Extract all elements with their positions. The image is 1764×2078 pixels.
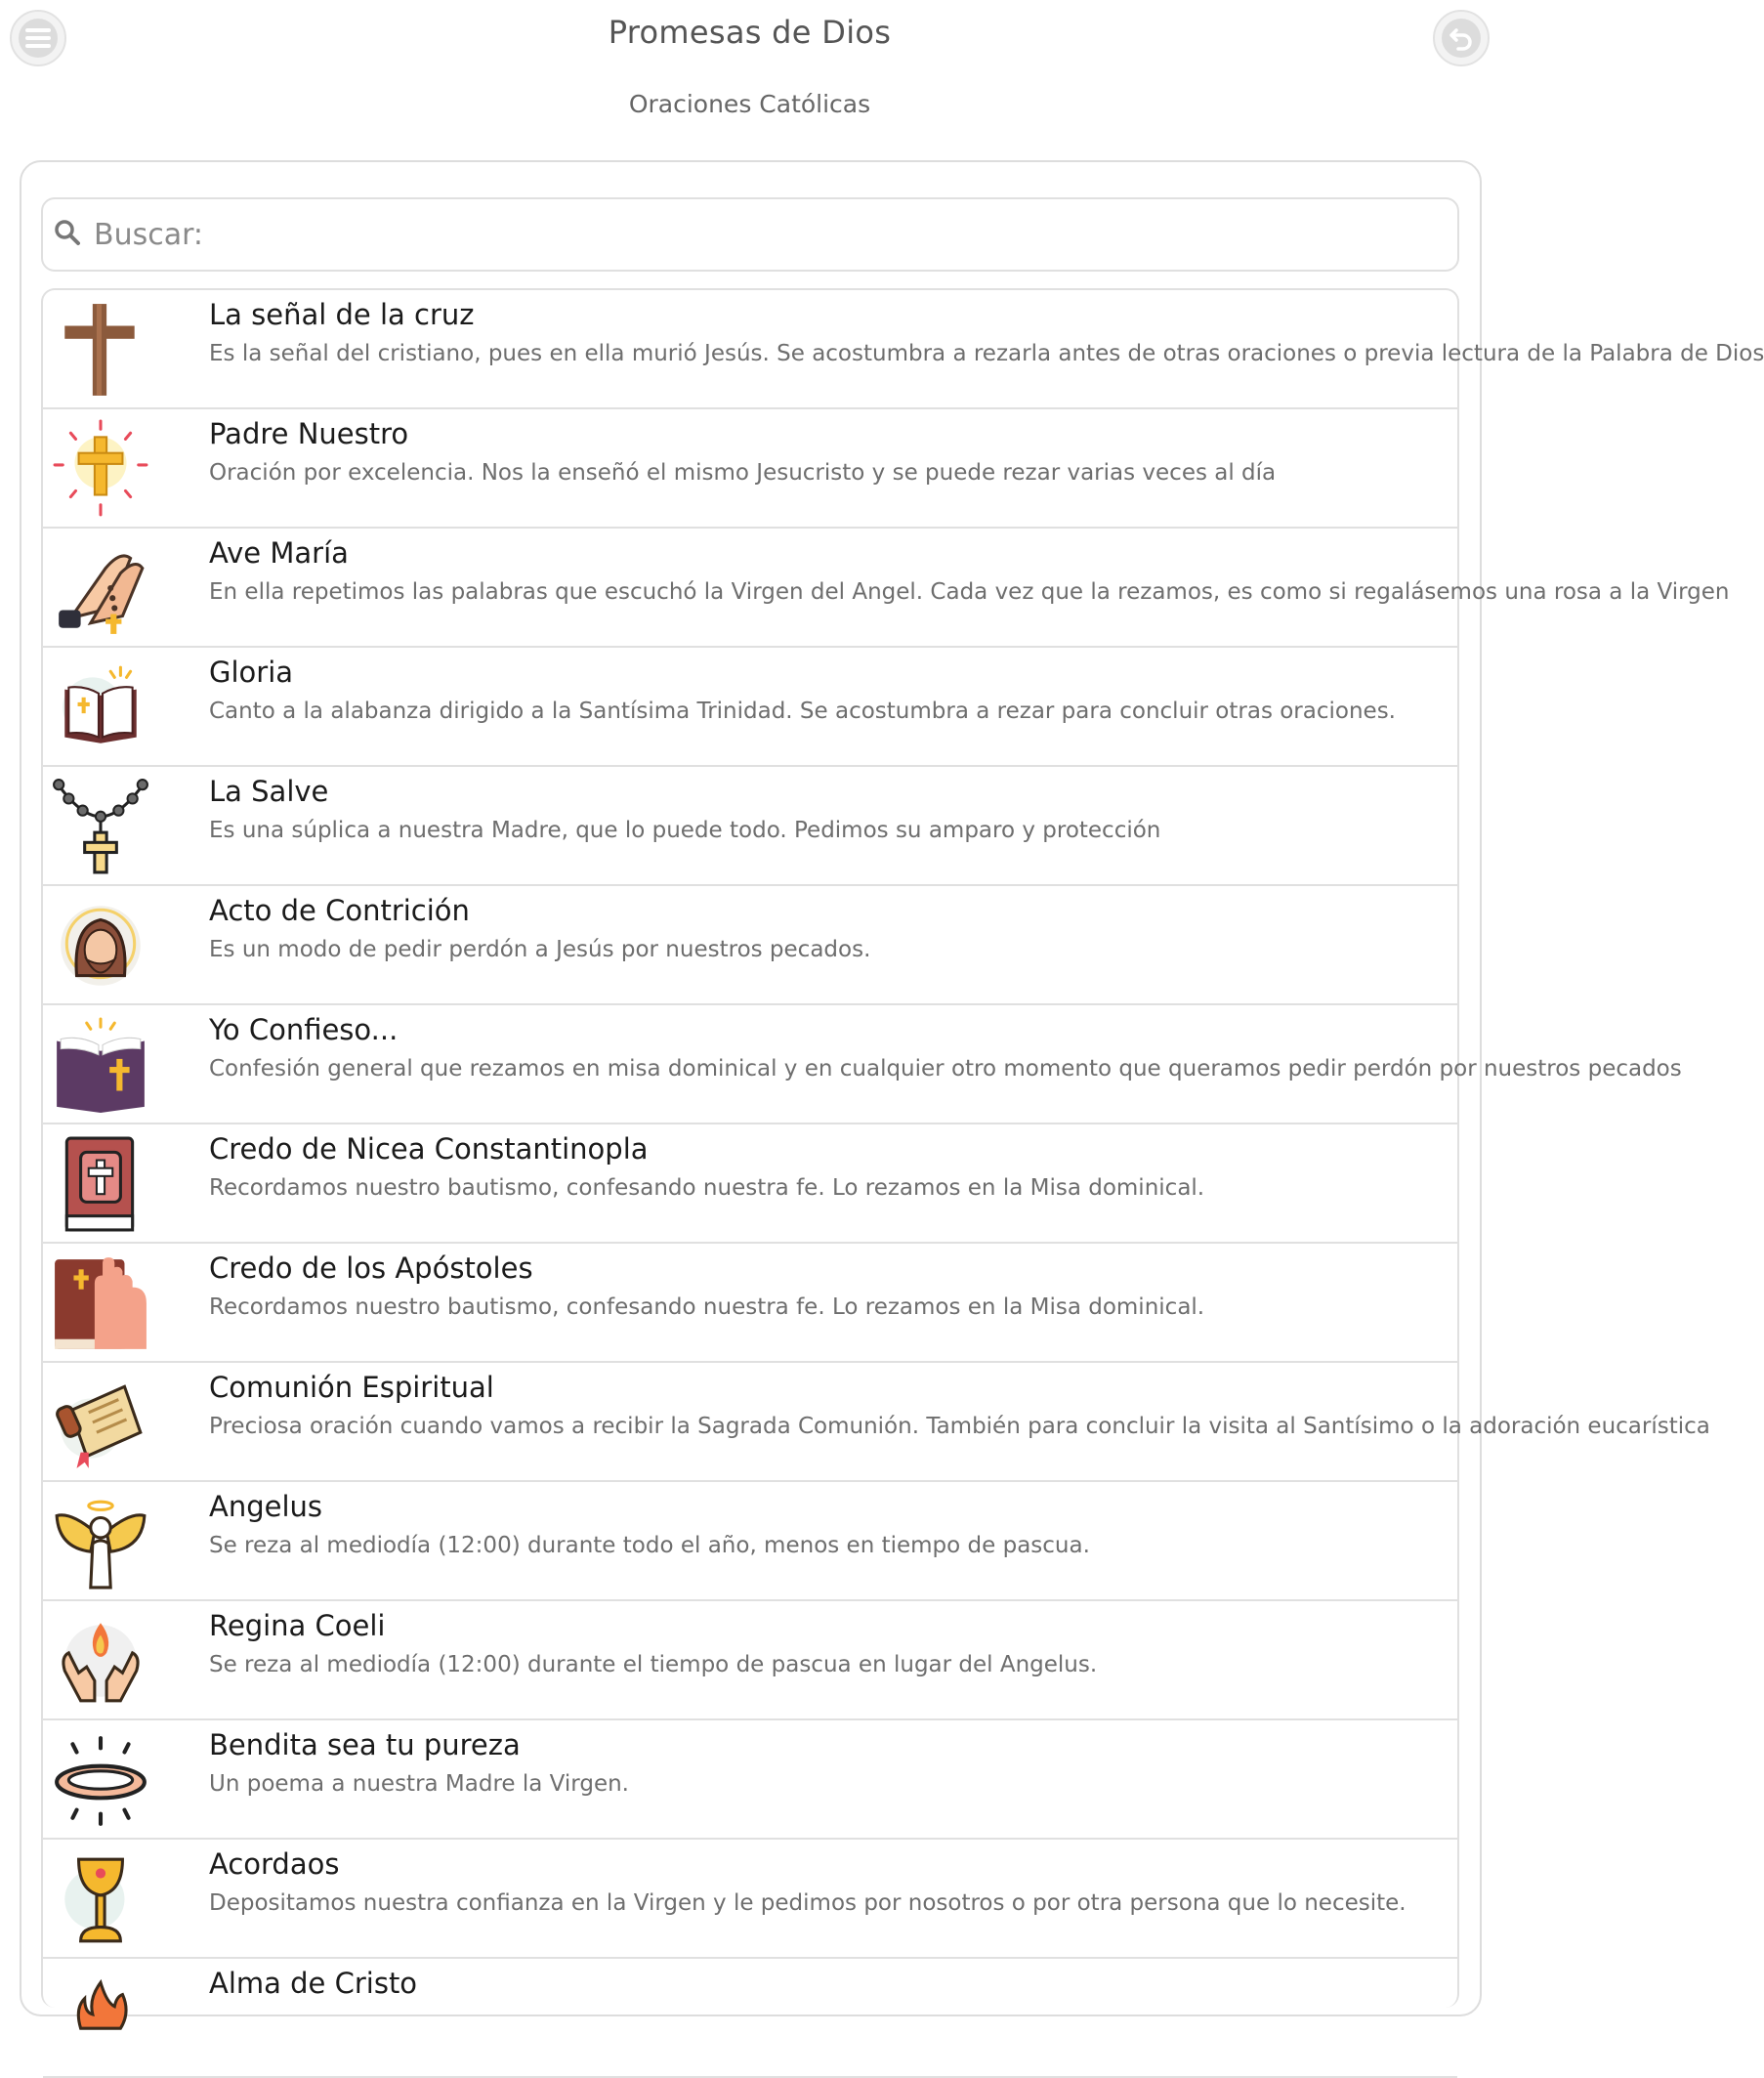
prayer-description: Canto a la alabanza dirigido a la Santísima Trinidad. Se acostumbra a rezar para concluir otras oraciones. [209, 699, 1396, 724]
chalice-icon [51, 1849, 150, 1949]
search-bar[interactable] [41, 197, 1459, 272]
jesus-face-icon [51, 896, 150, 996]
open-bible-icon [51, 657, 150, 757]
prayer-title: Angelus [209, 1490, 323, 1523]
prayer-title: Regina Coeli [209, 1609, 386, 1642]
purple-book-cross-icon [51, 1015, 150, 1115]
shining-cross-icon [51, 419, 150, 519]
wooden-cross-icon [51, 300, 150, 400]
prayer-description: Oración por excelencia. Nos la enseñó el mismo Jesucristo y se puede rezar varias veces al día [209, 460, 1277, 486]
list-item[interactable] [43, 767, 1457, 886]
prayer-title: Padre Nuestro [209, 417, 409, 450]
prayer-title: La señal de la cruz [209, 298, 475, 331]
hand-on-bible-icon [51, 1253, 150, 1353]
list-item[interactable] [43, 290, 1764, 409]
prayer-title: Ave María [209, 536, 349, 570]
prayer-description: Confesión general que rezamos en misa dominical y en cualquier otro momento que queramos pedir perdón por nuestros pecados [209, 1056, 1682, 1081]
praying-hands-rosary-icon [51, 538, 150, 638]
list-item[interactable] [43, 1124, 1457, 1244]
halo-icon [51, 1730, 150, 1830]
prayer-list [41, 288, 1764, 2008]
flame-icon [51, 1969, 150, 2068]
prayer-description: Es la señal del cristiano, pues en ella murió Jesús. Se acostumbra a rezarla antes de otras oraciones o previa lectura de la Palabra de Dios [209, 341, 1764, 366]
list-item[interactable] [43, 1601, 1457, 1720]
bible-book-icon [51, 1134, 150, 1234]
prayer-description: Se reza al mediodía (12:00) durante todo el año, menos en tiempo de pascua. [209, 1533, 1090, 1558]
page-subtitle: Oraciones Católicas [628, 90, 871, 118]
list-item[interactable] [43, 1363, 1710, 1482]
prayer-description: En ella repetimos las palabras que escuchó la Virgen del Angel. Cada vez que la rezamos, es como si regalásemos una rosa a la Virgen [209, 579, 1730, 605]
prayer-description: Un poema a nuestra Madre la Virgen. [209, 1771, 629, 1797]
angel-icon [51, 1492, 150, 1591]
prayer-title: Alma de Cristo [209, 1967, 418, 2000]
list-item[interactable] [43, 886, 1457, 1005]
list-item[interactable] [43, 648, 1457, 767]
list-item[interactable] [43, 529, 1730, 648]
app-header [0, 0, 1499, 147]
search-input[interactable] [92, 217, 1405, 253]
list-item[interactable] [43, 1840, 1457, 1959]
list-item[interactable] [43, 409, 1457, 529]
list-item[interactable] [43, 1005, 1682, 1124]
rosary-icon [51, 777, 150, 876]
search-icon [53, 218, 82, 251]
prayer-title: Comunión Espiritual [209, 1371, 494, 1404]
list-item[interactable] [43, 1959, 1457, 2078]
back-icon [1442, 19, 1481, 58]
prayer-description: Recordamos nuestro bautismo, confesando nuestra fe. Lo rezamos en la Misa dominical. [209, 1294, 1205, 1320]
prayer-title: Acordaos [209, 1847, 340, 1881]
prayer-title: Yo Confieso... [209, 1013, 399, 1046]
prayer-description: Recordamos nuestro bautismo, confesando nuestra fe. Lo rezamos en la Misa dominical. [209, 1175, 1205, 1201]
prayer-description: Depositamos nuestra confianza en la Virgen y le pedimos por nosotros o por otra persona que lo necesite. [209, 1890, 1407, 1916]
prayer-description: Es un modo de pedir perdón a Jesús por nuestros pecados. [209, 937, 871, 962]
prayer-title: Acto de Contrición [209, 894, 470, 927]
list-item[interactable] [43, 1720, 1457, 1840]
prayer-title: Gloria [209, 656, 294, 689]
prayer-description: Es una súplica a nuestra Madre, que lo puede todo. Pedimos su amparo y protección [209, 818, 1161, 843]
prayer-title: Credo de Nicea Constantinopla [209, 1132, 649, 1166]
prayer-title: Credo de los Apóstoles [209, 1251, 533, 1285]
prayer-title: La Salve [209, 775, 329, 808]
prayer-description: Se reza al mediodía (12:00) durante el tiempo de pascua en lugar del Angelus. [209, 1652, 1098, 1677]
prayer-title: Bendita sea tu pureza [209, 1728, 521, 1761]
prayer-description: Preciosa oración cuando vamos a recibir la Sagrada Comunión. También para concluir la visita al Santísimo o la adoración eucarística [209, 1414, 1710, 1439]
hands-flame-icon [51, 1611, 150, 1711]
page-title: Promesas de Dios [608, 14, 892, 51]
scroll-icon [51, 1373, 150, 1472]
list-item[interactable] [43, 1244, 1457, 1363]
back-button[interactable] [1433, 10, 1490, 66]
list-item[interactable] [43, 1482, 1457, 1601]
